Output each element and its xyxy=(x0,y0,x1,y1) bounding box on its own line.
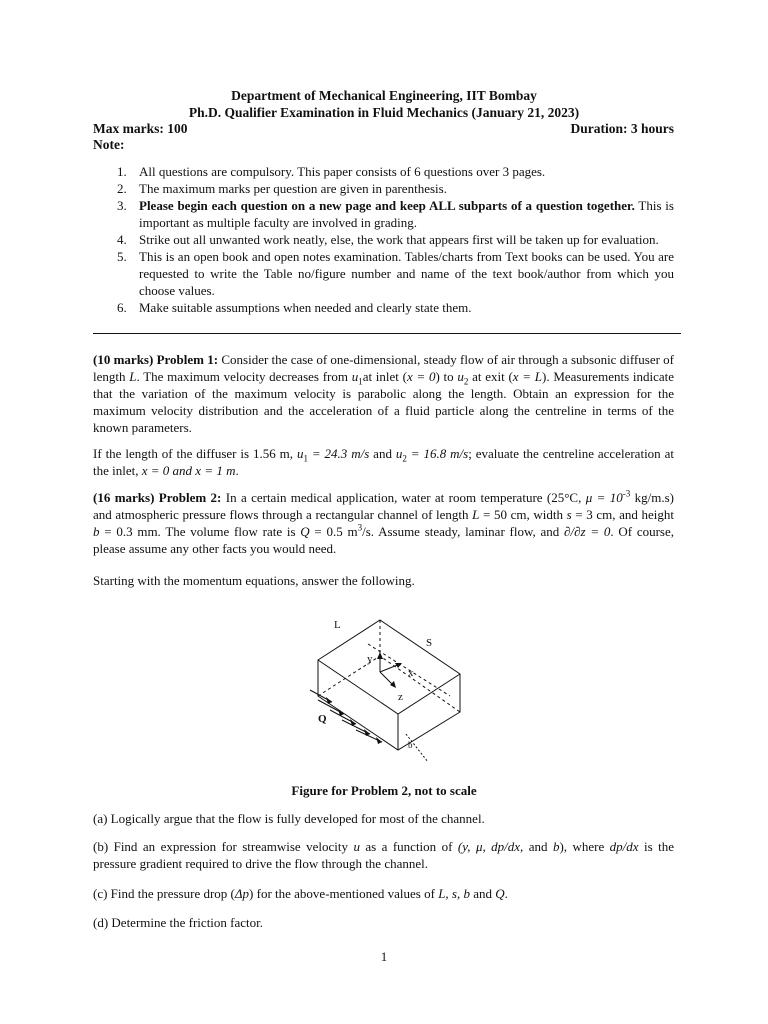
exam-title: Ph.D. Qualifier Examination in Fluid Mechanics (January 21, 2023) xyxy=(188,105,580,120)
label-L: L xyxy=(334,619,341,631)
figure-caption: Figure for Problem 2, not to scale xyxy=(291,783,477,798)
subpart-d: (d) Determine the friction factor. xyxy=(93,915,264,930)
problem-1-statement: (10 marks) Problem 1: Consider the case of one-dimensional, steady flow of air through a subsonic diffuser of length L. The maximum velocity decreases from $u_1at$ inlet (x = 0) to $u_2$ at exit (x = L). Measurements indicate that the variation of the maximum velocity is parabolic along the length. Obtain an expression for the maximum velocity distribution and the acceleration of a fluid particle along the centreline in terms of the known parameters. xyxy=(93,352,675,435)
note-label: Note: xyxy=(93,137,125,152)
max-marks: Max marks: 100 xyxy=(93,121,188,136)
label-Q: Q xyxy=(318,713,327,725)
channel-figure xyxy=(290,612,475,772)
label-z: z xyxy=(398,691,403,703)
list-item: 4. Strike out all unwanted work neatly, else, the work that appears first will be taken up for evaluation. xyxy=(117,232,659,247)
label-b: b xyxy=(408,740,413,750)
department-title: Department of Mechanical Engineering, IIT Bombay xyxy=(231,88,537,103)
list-item: 6. Make suitable assumptions when needed and clearly state them. xyxy=(117,300,472,315)
problem-2-statement: (16 marks) Problem 2: In a certain medical application, water at room temperature (25°C, $\mu = 10^{-3}$ kg/m.s) and atmospheric pressure flows through a rectangular channel of length L = 50 cm, width s = 3 cm, and height b = 0.3 mm. The volume flow rate is Q = 0.5 $m^3/s$. Assume steady, laminar flow, and ∂/∂z = 0. Of course, please assume any other facts you would need. xyxy=(93,488,674,556)
section-divider xyxy=(93,333,681,334)
subpart-c: (c) Find the pressure drop (Δp) for the above-mentioned values of L, s, b and Q. xyxy=(93,886,508,901)
list-item: 2. The maximum marks per question are given in parenthesis. xyxy=(117,181,447,196)
label-y: y xyxy=(367,653,373,665)
problem-1-data: If the length of the diffuser is 1.56 m, $u_1 = 24.3$ m/s and $u_2 = 16.8$ m/s; evaluate the centreline acceleration at the inlet, x = 0 and x = 1 m. xyxy=(93,446,674,478)
axis-lines xyxy=(380,654,400,686)
label-S: S xyxy=(426,637,433,649)
marks-duration-row xyxy=(93,121,674,137)
subpart-b: (b) Find an expression for streamwise velocity u as a function of (y, μ, dp/dx, and b), where dp/dx is the pressure gradient required to drive the flow through the channel. xyxy=(93,839,674,871)
channel-hidden-edges xyxy=(318,620,460,712)
problem-2-instruction: Starting with the momentum equations, answer the following. xyxy=(93,573,415,588)
page-number: 1 xyxy=(380,949,388,964)
list-item: 3. Please begin each question on a new page and keep ALL subparts of a question together. This is important as multiple faculty are involved in grading. xyxy=(117,198,674,230)
label-x: x xyxy=(408,667,414,679)
channel-box-edges xyxy=(318,660,460,750)
subpart-a: (a) Logically argue that the flow is fully developed for most of the channel. xyxy=(93,811,485,826)
channel-box-outline xyxy=(318,620,460,750)
duration: Duration: 3 hours xyxy=(570,121,674,136)
instructions-list xyxy=(93,163,674,316)
list-item: 5. This is an open book and open notes examination. Tables/charts from Text books can be used. You are requested to write the Table no/figure number and name of the text book/author from which you choose values. xyxy=(117,249,674,298)
list-item: 1. All questions are compulsory. This paper consists of 6 questions over 3 pages. xyxy=(117,164,546,179)
